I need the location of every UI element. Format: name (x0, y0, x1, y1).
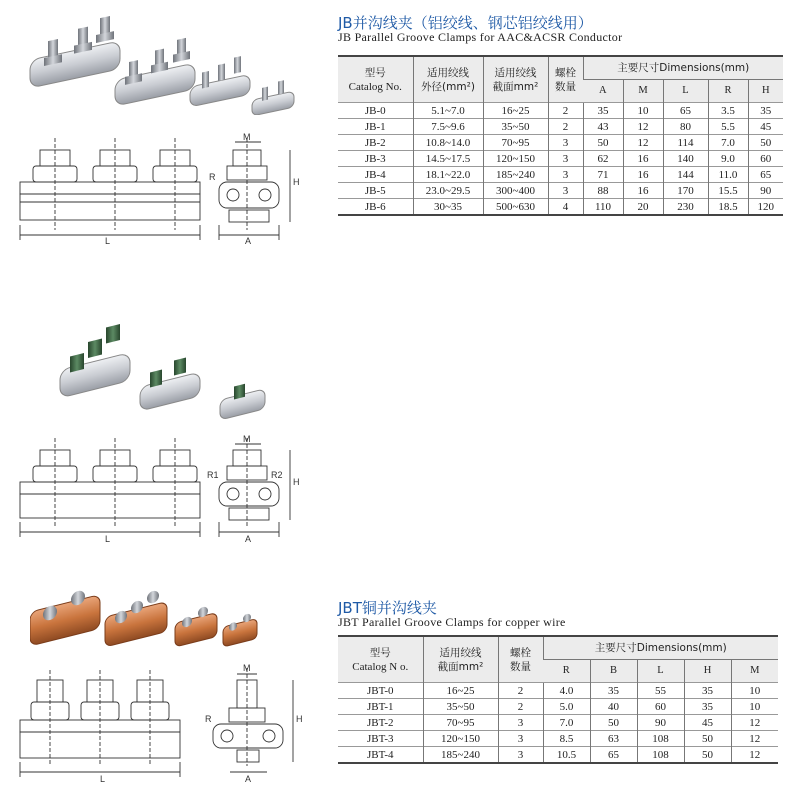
table-cell: 60 (748, 151, 783, 167)
table-cell: 3 (498, 731, 543, 747)
table-cell: 5.5 (708, 119, 748, 135)
jb-title-cn: JB并沟线夹（铝绞线、钢芯铝绞线用） (338, 14, 593, 32)
table-row (338, 199, 783, 216)
table-row (338, 167, 783, 183)
table-cell: 50 (583, 135, 623, 151)
jb-title-en: JB Parallel Groove Clamps for AAC&ACSR Conductor (338, 30, 623, 44)
table-cell: 80 (663, 119, 708, 135)
table-cell: 108 (637, 747, 684, 764)
table-cell: 50 (590, 715, 637, 731)
jb-dim-col-h: H (748, 80, 783, 103)
svg-text:R: R (205, 714, 212, 724)
svg-text:M: M (243, 663, 251, 673)
table-cell: 65 (663, 103, 708, 119)
table-cell: 3 (548, 151, 583, 167)
table-cell: 35 (684, 683, 731, 699)
table-cell: JBT-4 (338, 747, 423, 764)
table-cell: 114 (663, 135, 708, 151)
table-cell: 14.5~17.5 (413, 151, 483, 167)
table-cell: 35 (583, 103, 623, 119)
table-cell: 55 (637, 683, 684, 699)
table-cell: 12 (623, 135, 663, 151)
dim-label-l: L (105, 236, 111, 246)
table-cell: 2 (498, 683, 543, 699)
drawing-jbt (5, 660, 320, 785)
table-cell: 71 (583, 167, 623, 183)
table-row (338, 747, 778, 764)
table-cell: 35~50 (483, 119, 548, 135)
table-cell: JB-2 (338, 135, 413, 151)
table-row (338, 715, 778, 731)
table-row (338, 151, 783, 167)
table-cell: 500~630 (483, 199, 548, 216)
jbt-spec-table (338, 635, 778, 764)
table-cell: JBT-0 (338, 683, 423, 699)
table-cell: 45 (748, 119, 783, 135)
table-cell: 3 (548, 135, 583, 151)
table-cell: 10.8~14.0 (413, 135, 483, 151)
svg-text:H: H (293, 177, 300, 187)
table-cell: 12 (731, 715, 778, 731)
table-cell: JB-3 (338, 151, 413, 167)
table-cell: 50 (684, 747, 731, 764)
table-cell: 10.5 (543, 747, 590, 764)
table-cell: 4 (548, 199, 583, 216)
table-cell: 43 (583, 119, 623, 135)
table-cell: 8.5 (543, 731, 590, 747)
jbt-title-cn: JBT铜并沟线夹 (338, 599, 437, 617)
table-cell: 3 (548, 167, 583, 183)
table-cell: 5.0 (543, 699, 590, 715)
svg-text:M: M (243, 434, 251, 444)
table-cell: 10 (623, 103, 663, 119)
table-cell: 16 (623, 151, 663, 167)
table-cell: 40 (590, 699, 637, 715)
table-cell: JB-0 (338, 103, 413, 119)
jbt-head-model: 型号 Catalog N o. (338, 636, 423, 683)
table-cell: 300~400 (483, 183, 548, 199)
table-cell: 18.1~22.0 (413, 167, 483, 183)
table-cell: 11.0 (708, 167, 748, 183)
table-cell: 88 (583, 183, 623, 199)
table-cell: 7.5~9.6 (413, 119, 483, 135)
table-cell: 16 (623, 167, 663, 183)
jb-head-strand-area: 适用绞线 截面mm² (483, 56, 548, 103)
product-photo-jb (20, 15, 320, 115)
table-cell: 62 (583, 151, 623, 167)
svg-text:R: R (209, 172, 216, 182)
drawing-jb-green (5, 430, 320, 545)
table-cell: 20 (623, 199, 663, 216)
jbt-title-en: JBT Parallel Groove Clamps for copper wire (338, 615, 566, 629)
jb-dim-col-r: R (708, 80, 748, 103)
jbt-dim-col-h: H (684, 660, 731, 683)
table-cell: JB-1 (338, 119, 413, 135)
svg-text:H: H (296, 714, 303, 724)
table-cell: 230 (663, 199, 708, 216)
jbt-head-strand-area: 适用绞线 截面mm² (423, 636, 498, 683)
jb-head-model: 型号 Catalog No. (338, 56, 413, 103)
table-row (338, 699, 778, 715)
table-cell: JB-5 (338, 183, 413, 199)
table-cell: 140 (663, 151, 708, 167)
jb-dim-col-l: L (663, 80, 708, 103)
table-cell: 12 (731, 747, 778, 764)
table-cell: 5.1~7.0 (413, 103, 483, 119)
product-photo-jbt (30, 575, 270, 660)
jbt-dim-col-l: L (637, 660, 684, 683)
table-cell: 9.0 (708, 151, 748, 167)
table-cell: 185~240 (483, 167, 548, 183)
table-cell: 2 (548, 119, 583, 135)
table-row (338, 103, 783, 119)
table-cell: JB-6 (338, 199, 413, 216)
table-cell: 144 (663, 167, 708, 183)
svg-text:A: A (245, 534, 252, 544)
table-row (338, 683, 778, 699)
table-cell: JBT-2 (338, 715, 423, 731)
table-cell: 7.0 (543, 715, 590, 731)
table-cell: 63 (590, 731, 637, 747)
table-cell: JB-4 (338, 167, 413, 183)
table-cell: 120 (748, 199, 783, 216)
table-cell: 35 (684, 699, 731, 715)
table-cell: 3 (498, 715, 543, 731)
table-cell: 3 (498, 747, 543, 764)
table-cell: 185~240 (423, 747, 498, 764)
table-cell: 90 (637, 715, 684, 731)
table-cell: 60 (637, 699, 684, 715)
product-photo-jb-green (55, 315, 295, 425)
table-cell: 170 (663, 183, 708, 199)
table-cell: 90 (748, 183, 783, 199)
table-cell: JBT-3 (338, 731, 423, 747)
table-cell: 10 (731, 683, 778, 699)
svg-text:R2: R2 (271, 470, 283, 480)
drawing-jb (5, 130, 320, 250)
jbt-head-bolt: 螺栓 数量 (498, 636, 543, 683)
jb-head-strand-dia: 适用绞线 外径(mm²) (413, 56, 483, 103)
table-row (338, 731, 778, 747)
table-cell: 10 (731, 699, 778, 715)
table-cell: 2 (548, 103, 583, 119)
table-cell: 12 (731, 731, 778, 747)
jb-head-bolt: 螺栓 数量 (548, 56, 583, 103)
table-cell: 3.5 (708, 103, 748, 119)
table-cell: 45 (684, 715, 731, 731)
svg-text:L: L (105, 534, 111, 544)
table-row (338, 135, 783, 151)
table-cell: 50 (684, 731, 731, 747)
table-cell: 16~25 (423, 683, 498, 699)
svg-text:M: M (243, 132, 251, 142)
table-cell: 30~35 (413, 199, 483, 216)
jbt-dim-col-m: M (731, 660, 778, 683)
table-cell: 16 (623, 183, 663, 199)
table-cell: 110 (583, 199, 623, 216)
table-cell: 7.0 (708, 135, 748, 151)
table-cell: 15.5 (708, 183, 748, 199)
jb-spec-table (338, 55, 783, 216)
table-cell: 120~150 (483, 151, 548, 167)
table-cell: 70~95 (483, 135, 548, 151)
table-cell: 12 (623, 119, 663, 135)
table-cell: JBT-1 (338, 699, 423, 715)
table-cell: 35 (748, 103, 783, 119)
table-cell: 35~50 (423, 699, 498, 715)
jbt-head-dims: 主要尺寸Dimensions(mm) (543, 636, 778, 660)
svg-text:A: A (245, 774, 252, 784)
table-cell: 70~95 (423, 715, 498, 731)
table-row (338, 183, 783, 199)
jbt-dim-col-b: B (590, 660, 637, 683)
table-cell: 4.0 (543, 683, 590, 699)
table-cell: 50 (748, 135, 783, 151)
table-cell: 108 (637, 731, 684, 747)
svg-text:A: A (245, 236, 252, 246)
jbt-dim-col-r: R (543, 660, 590, 683)
table-cell: 120~150 (423, 731, 498, 747)
table-cell: 65 (590, 747, 637, 764)
table-cell: 16~25 (483, 103, 548, 119)
table-cell: 2 (498, 699, 543, 715)
table-cell: 35 (590, 683, 637, 699)
table-cell: 18.5 (708, 199, 748, 216)
table-cell: 23.0~29.5 (413, 183, 483, 199)
svg-text:H: H (293, 477, 300, 487)
table-cell: 65 (748, 167, 783, 183)
jb-dim-col-m: M (623, 80, 663, 103)
table-row (338, 119, 783, 135)
table-cell: 3 (548, 183, 583, 199)
svg-text:L: L (100, 774, 106, 784)
jb-dim-col-a: A (583, 80, 623, 103)
jb-head-dims: 主要尺寸Dimensions(mm) (583, 56, 783, 80)
svg-text:R1: R1 (207, 470, 219, 480)
